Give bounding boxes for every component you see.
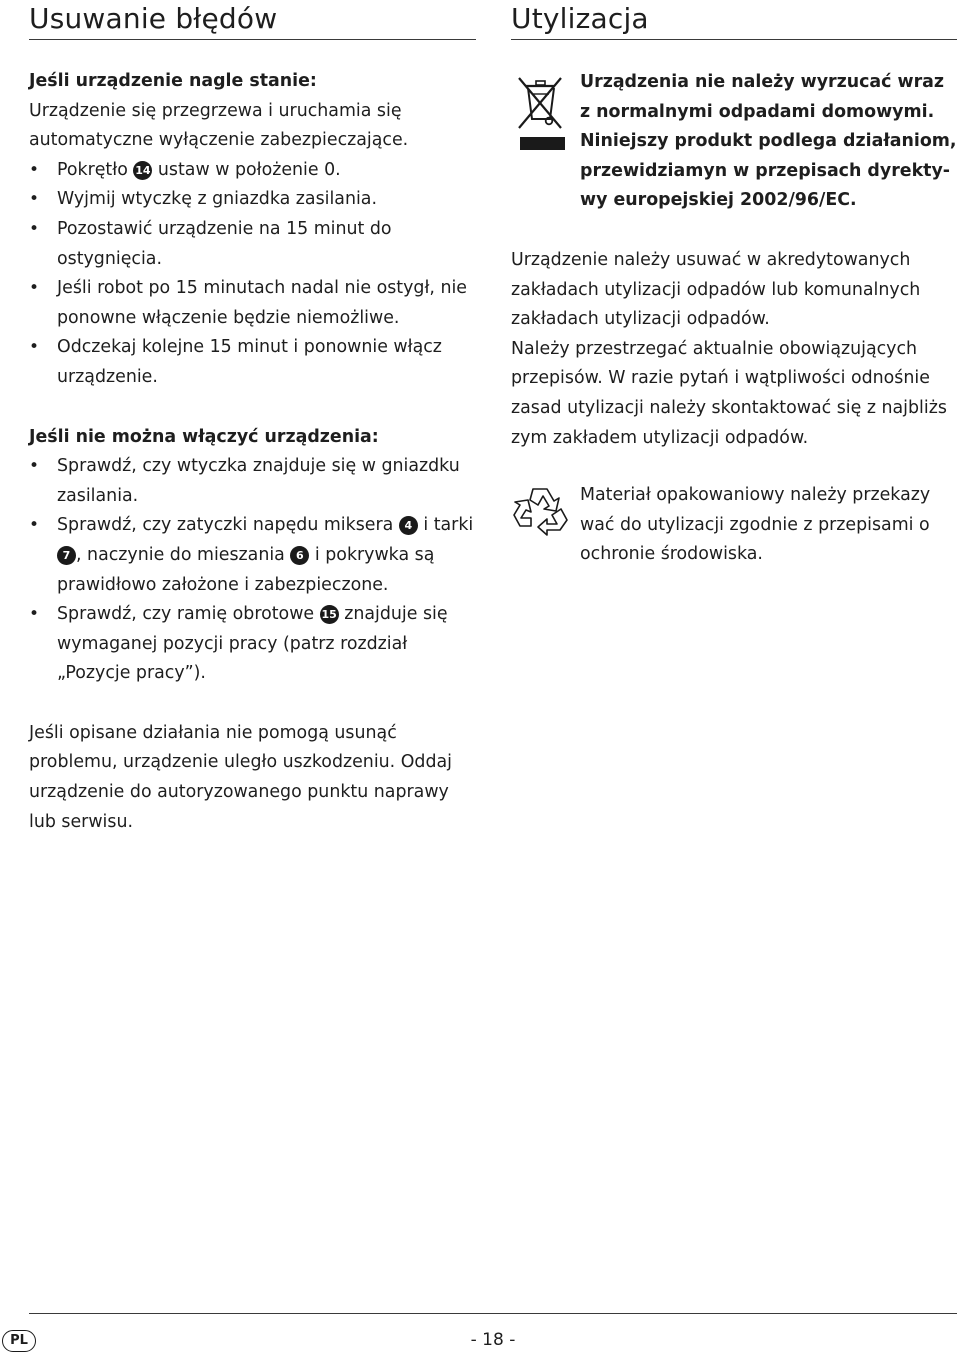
- cannot-start-section: [29, 423, 476, 689]
- part-number-badge: 7: [57, 546, 76, 565]
- sudden-stop-intro: Urządzenie się przegrzewa i uruchamia się automatyczne wyłączenie zabezpieczające.: [29, 100, 409, 151]
- part-number-badge: 6: [290, 546, 309, 565]
- troubleshooting-column: [29, 0, 476, 837]
- part-number-badge: 4: [399, 516, 418, 535]
- troubleshooting-title: Usuwanie błędów: [29, 0, 476, 40]
- sudden-stop-heading: Jeśli urządzenie nagle stanie:: [29, 71, 317, 91]
- cannot-start-heading: Jeśli nie można włączyć urządzenia:: [29, 426, 379, 447]
- sudden-stop-section: [29, 67, 476, 393]
- part-number-badge: 15: [320, 605, 339, 624]
- list-item: • Wyjmij wtyczkę z gniazdka zasilania.: [29, 185, 476, 215]
- list-item: • Jeśli robot po 15 minutach nadal nie ostygł, nie ponowne włączenie będzie niemożliwe.: [29, 274, 476, 333]
- weee-warning: Urządzenia nie należy wyrzucać wraz z normalnymi odpadami domowymi. Niniejszy produkt podlega działaniom, przewidziamyn w przepisach dyrekty- wy europejskiej 2002/96/EC.: [580, 72, 957, 211]
- page-number: - 18 -: [470, 1330, 516, 1350]
- sudden-stop-list: [29, 156, 476, 393]
- list-item: • Sprawdź, czy wtyczka znajduje się w gniazdku zasilania.: [29, 452, 476, 511]
- footer-divider: [29, 1313, 957, 1314]
- part-number-badge: 14: [133, 161, 152, 180]
- disposal-column: [511, 0, 957, 570]
- disposal-title: Utylizacja: [511, 0, 957, 40]
- list-item: • Odczekaj kolejne 15 minut i ponownie włącz urządzenie.: [29, 333, 476, 392]
- weee-block: [511, 68, 957, 216]
- list-item: • Sprawdź, czy ramię obrotowe 15 znajduje się wymaganej pozycji pracy (patrz rozdział „Pozycje pracy”).: [29, 600, 476, 689]
- crossed-out-wheelie-bin-icon: [511, 72, 567, 152]
- closing-paragraph: Jeśli opisane działania nie pomogą usunąć problemu, urządzenie uległo uszkodzeniu. Oddaj urządzenie do autoryzowanego punktu naprawy lub serwisu.: [29, 722, 452, 832]
- list-item: • Sprawdź, czy zatyczki napędu miksera 4 i tarki 7 , naczynie do mieszania 6 i pokrywka są prawidłowo założone i zabezpieczone.: [29, 511, 476, 600]
- packaging-text: Materiał opakowaniowy należy przekazy wać do utylizacji zgodnie z przepisami o ochronie środowiska.: [580, 485, 931, 565]
- packaging-block: [511, 481, 957, 570]
- recycling-arrows-icon: [511, 485, 569, 537]
- disposal-paragraph-1: Urządzenie należy usuwać w akredytowanych zakładach utylizacji odpadów lub komunalnych zakładach utylizacji odpadów.: [511, 249, 921, 330]
- cannot-start-list: [29, 452, 476, 689]
- list-item: • Pozostawić urządzenie na 15 minut do ostygnięcia.: [29, 215, 476, 274]
- language-badge: PL: [2, 1330, 36, 1352]
- disposal-paragraph-2: Należy przestrzegać aktualnie obowiązujących przepisów. W razie pytań i wątpliwości odnośnie zasad utylizacji należy skontaktować się z najbliżs zym zakładem utylizacji odpadów.: [511, 338, 947, 448]
- list-item: • Pokrętło 14 ustaw w położenie 0.: [29, 156, 476, 186]
